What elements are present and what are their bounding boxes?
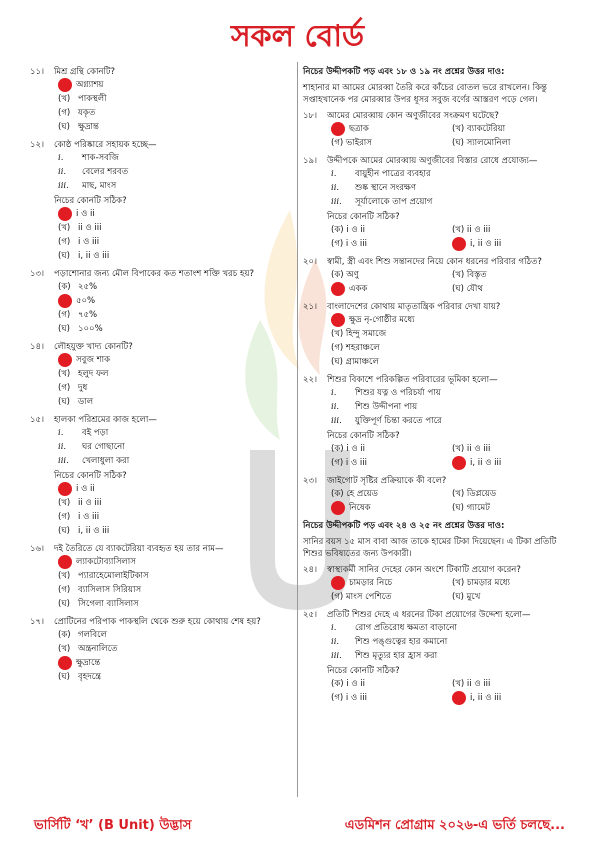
option-c-correct[interactable]: একক <box>331 282 452 296</box>
question-19 <box>303 155 573 251</box>
answer-marker-icon <box>58 353 72 367</box>
option-a-correct[interactable]: চামড়ার নিচে <box>331 576 452 590</box>
question-number: ২২। <box>303 375 318 385</box>
question-text: স্বামী, স্ত্রী এবং শিশু সন্তানদের নিয়ে কোন ধরনের পরিবার গঠিত? <box>327 257 542 267</box>
question-16 <box>30 543 292 611</box>
answer-marker-icon <box>331 501 345 515</box>
option-b[interactable]: (খ) ii ও iii <box>452 444 491 454</box>
statement-ii: ii. ঘর গোছানো <box>58 442 125 452</box>
question-12 <box>30 139 292 263</box>
footer-brand: ভার্সিটি ‘খ’ (B Unit) উদ্ভাস <box>34 818 192 833</box>
option-a[interactable]: (ক) হে প্রয়েড <box>331 489 378 499</box>
question-text: আমের মোরব্বায় কোন অণুজীবের সংক্রমণ ঘটেছে? <box>327 111 499 121</box>
answer-marker-icon <box>452 456 466 470</box>
answer-marker-icon <box>331 282 345 296</box>
question-25 <box>303 609 573 705</box>
question-20 <box>303 256 573 296</box>
stimulus-text: শাহানার মা আমের মোরব্বা তৈরি করে কাঁচের বোতল ভরে রাখলেন। কিন্তু সপ্তাহখানেক পর মোরব্বার উপর ধূসর সবুজ বর্ণের আস্তরণ পড়ে গেল। <box>303 83 547 105</box>
option-c[interactable]: (গ) i ও iii <box>58 237 100 247</box>
option-b[interactable]: (খ) চামড়ার মধ্যে <box>452 578 510 588</box>
option-a[interactable]: (ক) গলবিলে <box>58 630 107 640</box>
question-text: দই তৈরিতে যে ব্যাকটেরিয়া ব্যবহৃত হয় তার নাম— <box>54 544 224 554</box>
question-text: জাইগোট সৃষ্টির প্রক্রিয়াকে কী বলে? <box>327 476 447 486</box>
statement-iii: iii. শিশু মৃত্যুর হার হ্রাস করা <box>331 651 438 661</box>
question-text: স্বাস্থ্যকর্মী সানির দেহের কোন অংশে টিকাটি প্রয়োগ করেন? <box>327 565 521 575</box>
statement-ii: ii. শুষ্ক স্থানে সংরক্ষণ <box>331 183 416 193</box>
option-c[interactable]: (গ) শহরাঞ্চলে <box>331 343 380 353</box>
question-number: ১৭। <box>30 617 45 627</box>
question-number: ১১। <box>30 67 45 77</box>
option-b[interactable]: (খ) অন্ত্রনালিতে <box>58 644 118 654</box>
question-number: ১৮। <box>303 111 318 121</box>
question-text: প্রোটিনের পরিপাক পাকস্থলি থেকে শুরু হয়ে কোথায় শেষ হয়? <box>54 617 261 627</box>
option-d[interactable]: (ঘ) গ্রামাঞ্চলে <box>331 357 379 367</box>
option-c-correct[interactable]: ক্ষুদ্রান্তে <box>58 656 292 670</box>
option-c[interactable]: (গ) i ও iii <box>331 239 368 249</box>
question-text: কোষ্ঠ পরিষ্কারে সহায়ক হচ্ছে— <box>54 140 157 150</box>
option-c[interactable]: (গ) ভাইরাস <box>331 138 372 148</box>
question-number: ১৯। <box>303 156 318 166</box>
answer-marker-icon <box>452 691 466 705</box>
question-14 <box>30 341 292 409</box>
option-c-correct[interactable]: নিষেক <box>331 501 452 515</box>
question-number: ২০। <box>303 257 318 267</box>
question-15 <box>30 414 292 538</box>
question-21 <box>303 301 573 369</box>
statement-ii: ii. শিশু পঙ্গুত্বের হার কমানো <box>331 637 448 647</box>
option-d-correct[interactable]: i, ii ও iii <box>452 456 573 470</box>
option-a[interactable]: (ক) অণু <box>331 270 359 280</box>
answer-marker-icon <box>58 482 72 496</box>
answer-marker-icon <box>58 555 72 569</box>
answer-marker-icon <box>331 313 345 327</box>
option-d[interactable]: (ঘ) ১০০% <box>58 324 103 334</box>
stimulus-heading: নিচের উদ্দীপকটি পড় এবং ১৮ ও ১৯ নং প্রশ্নের উত্তর দাও: <box>303 67 505 77</box>
question-24 <box>303 564 573 604</box>
option-d[interactable]: (ঘ) ডাল <box>58 397 94 407</box>
option-d[interactable]: (ঘ) যৌথ <box>452 284 483 294</box>
question-text: বাংলাদেশের কোথায় মাতৃতান্ত্রিক পরিবার দেখা যায়? <box>327 302 501 312</box>
question-prompt: নিচের কোনটি সঠিক? <box>54 471 127 481</box>
stimulus-heading: নিচের উদ্দীপকটি পড় এবং ২৪ ও ২৫ নং প্রশ্নের উত্তর দাও: <box>303 521 505 531</box>
answer-marker-icon <box>331 122 345 136</box>
answer-marker-icon <box>58 207 72 221</box>
column-divider <box>297 62 298 797</box>
option-d-correct[interactable]: i, ii ও iii <box>452 691 573 705</box>
statement-ii: ii. শিশু উদ্দীপনা পায় <box>331 402 418 412</box>
option-a[interactable]: (ক) ২৫% <box>58 282 98 292</box>
option-c[interactable]: (গ) i ও iii <box>58 512 100 522</box>
option-a-correct[interactable]: সবুজ শাক <box>58 353 292 367</box>
option-b[interactable]: (খ) ii ও iii <box>58 498 102 508</box>
question-number: ২৪। <box>303 565 318 575</box>
option-c[interactable]: (গ) যকৃত <box>58 108 96 118</box>
right-column <box>303 66 573 710</box>
option-d[interactable]: (ঘ) মুখে <box>452 592 481 602</box>
option-d[interactable]: (ঘ) ক্ষুদ্রান্ত <box>58 122 99 132</box>
question-prompt: নিচের কোনটি সঠিক? <box>327 212 400 222</box>
statement-i: i. শাক-সবজি <box>58 153 119 163</box>
option-d[interactable]: (ঘ) i, ii ও iii <box>58 526 110 536</box>
question-number: ১৫। <box>30 415 45 425</box>
question-prompt: নিচের কোনটি সঠিক? <box>327 431 400 441</box>
question-text: উদ্দীপকে আমের মোরব্বায় অণুজীবের বিস্তার রোধে প্রযোজ্য— <box>327 156 538 166</box>
option-b[interactable]: (খ) প্যারাহেমোলাইটিকাস <box>58 571 149 581</box>
option-c[interactable]: (গ) দুধ <box>58 383 88 393</box>
answer-marker-icon <box>331 576 345 590</box>
question-text: পড়াশোনার জন্য মৌল বিপাকের কত শতাংশ শক্তি খরচ হয়? <box>54 269 254 279</box>
question-number: ২৩। <box>303 476 318 486</box>
option-d[interactable]: (ঘ) গ্যামেট <box>452 503 490 513</box>
option-a[interactable]: (ক) i ও ii <box>331 679 366 689</box>
statement-i: i. শিশুর যত্ন ও পরিচর্যা পায় <box>331 388 441 398</box>
option-a-correct[interactable]: ক্ষুদ্র নৃ-গোষ্ঠীর মধ্যে <box>331 313 573 327</box>
question-18 <box>303 110 573 150</box>
option-c[interactable]: (গ) ৭৫% <box>58 310 98 320</box>
option-d-correct[interactable]: i, ii ও iii <box>452 237 573 251</box>
option-d[interactable]: (ঘ) স্যালমোনিলা <box>452 138 511 148</box>
option-b-correct[interactable]: ৫০% <box>58 294 292 308</box>
statement-ii: ii. বেলের শরবত <box>58 167 129 177</box>
option-b[interactable]: (খ) ii ও iii <box>452 225 491 235</box>
left-column <box>30 66 292 689</box>
statement-i: i. রোগ প্রতিরোধ ক্ষমতা বাড়ানো <box>331 623 457 633</box>
option-b[interactable]: (খ) হলুদ ফল <box>58 369 109 379</box>
option-b[interactable]: (খ) ডিপ্লয়েড <box>452 489 497 499</box>
option-a[interactable]: (ক) i ও ii <box>331 225 366 235</box>
question-number: ১৬। <box>30 544 45 554</box>
option-d[interactable]: (ঘ) সিগেলা ব্যাসিলাস <box>58 599 139 609</box>
question-prompt: নিচের কোনটি সঠিক? <box>327 666 400 676</box>
option-c[interactable]: (গ) মাংস পেশিতে <box>331 592 392 602</box>
option-a-correct[interactable]: i ও ii <box>58 207 292 221</box>
statement-iii: iii. যুক্তিপূর্ণ চিন্তা করতে পারে <box>331 416 442 426</box>
question-number: ২৫। <box>303 610 318 620</box>
statement-i: i. বায়ুহীন পাত্রের ব্যবহার <box>331 169 431 179</box>
option-a-correct[interactable]: অগ্ন্যাশয় <box>58 78 292 92</box>
option-b[interactable]: (খ) ii ও iii <box>452 679 491 689</box>
question-number: ১২। <box>30 140 45 150</box>
question-11 <box>30 66 292 134</box>
option-b[interactable]: (খ) ii ও iii <box>58 223 102 233</box>
statement-iii: iii. সূর্যালোকে তাপ প্রয়োগ <box>331 197 433 207</box>
question-text: প্রতিটি শিশুর দেহে এ ধরনের টিকা প্রয়োগের উদ্দেশ্য হলো— <box>327 610 531 620</box>
question-number: ১৩। <box>30 269 45 279</box>
question-number: ২১। <box>303 302 318 312</box>
option-a-correct[interactable]: i ও ii <box>58 482 292 496</box>
statement-i: i. বই পড়া <box>58 428 109 438</box>
page-title: সকল বোর্ড <box>230 19 365 54</box>
question-text: হালকা পরিশ্রমের কাজ হলো— <box>54 415 157 425</box>
question-text: মিশ্র গ্রন্থি কোনটি? <box>54 67 116 77</box>
question-23 <box>303 475 573 515</box>
question-text: শিশুর বিকাশে পরিকল্পিত পরিবারের ভূমিকা হলো— <box>327 375 498 385</box>
question-22 <box>303 374 573 470</box>
option-a-correct[interactable]: ছত্রাক <box>331 122 452 136</box>
option-b[interactable]: (খ) পাকস্থলী <box>58 94 107 104</box>
question-17 <box>30 616 292 684</box>
answer-marker-icon <box>58 656 72 670</box>
footer-admission-note: এডমিশন প্রোগ্রাম ২০২৬-এ ভর্তি চলছে... <box>344 818 565 833</box>
option-b[interactable]: (খ) বিস্তৃত <box>452 270 487 280</box>
statement-iii: iii. মাছ, মাংস <box>58 181 117 191</box>
stimulus-text: সানির বয়স ১৫ মাস বাবা আজ তাকে হামের টিকা দিয়েছেন। এ টিকা প্রতিটি শিশুর ভবিষ্যতের জন্য উপকারী। <box>303 537 557 559</box>
answer-marker-icon <box>58 78 72 92</box>
option-c[interactable]: (গ) ব্যাসিলাস সিরিয়াস <box>58 585 142 595</box>
answer-marker-icon <box>58 294 72 308</box>
question-number: ১৪। <box>30 342 45 352</box>
question-prompt: নিচের কোনটি সঠিক? <box>54 196 127 206</box>
option-d[interactable]: (ঘ) বৃহদন্ত্রে <box>58 672 101 682</box>
question-13 <box>30 268 292 336</box>
option-d[interactable]: (ঘ) i, ii ও iii <box>58 251 110 261</box>
option-b[interactable]: (খ) ব্যাকটেরিয়া <box>452 124 506 134</box>
option-a[interactable]: (ক) i ও ii <box>331 444 366 454</box>
option-c[interactable]: (গ) i ও iii <box>331 458 368 468</box>
question-text: লৌহযুক্ত খাদ্য কোনটি? <box>54 342 133 352</box>
option-a-correct[interactable]: ল্যাকটোব্যাসিলাস <box>58 555 292 569</box>
statement-iii: iii. খেলাধুলা করা <box>58 456 130 466</box>
option-b[interactable]: (খ) হিন্দু সমাজে <box>331 329 387 339</box>
answer-marker-icon <box>452 237 466 251</box>
option-c[interactable]: (গ) i ও iii <box>331 693 368 703</box>
